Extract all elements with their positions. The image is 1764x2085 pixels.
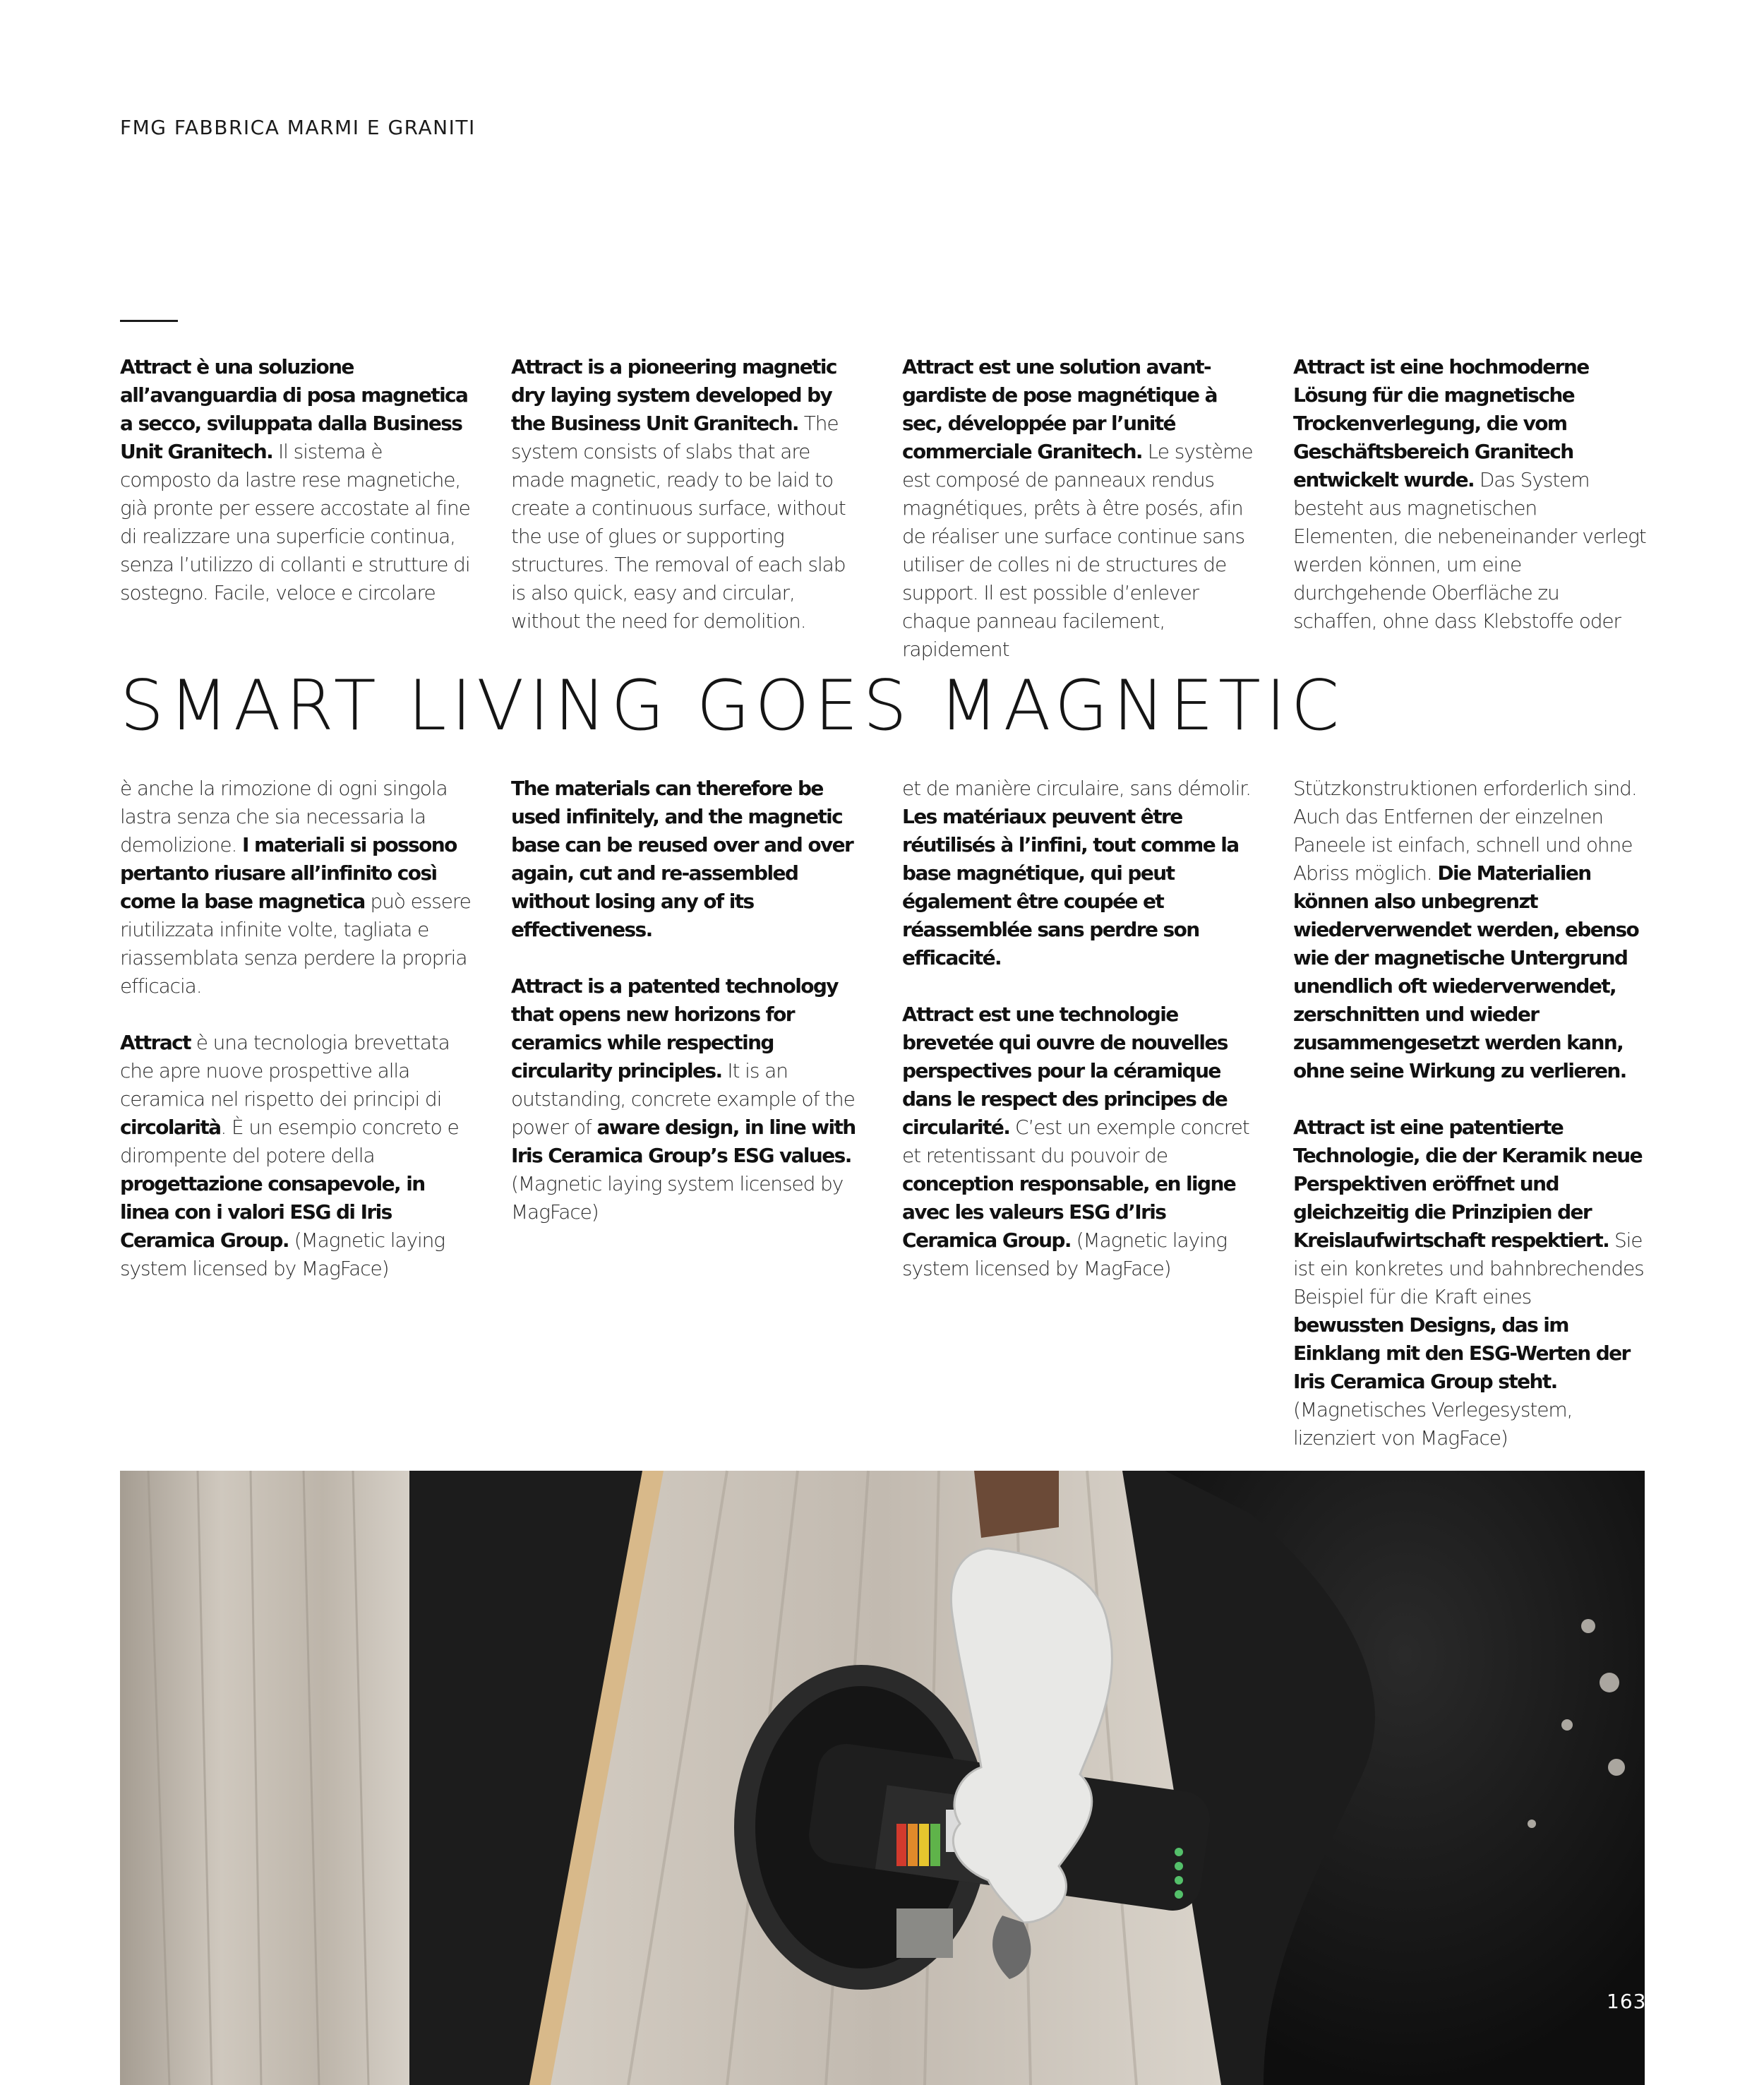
emphasis-text: I materiali si possono pertanto riusare all’infinito così come la base magnetica (120, 833, 457, 913)
page-title: SMART LIVING GOES MAGNETIC (120, 666, 1345, 746)
emphasis-text: progettazione consapevole, in linea con i valori ESG di Iris Ceramica Group. (120, 1172, 425, 1252)
emphasis-text: Attract (120, 1031, 191, 1054)
emphasis-text: Attract is a patented technology that opens new horizons for ceramics while respecting circularity principles. (511, 974, 838, 1082)
paragraph: Attract is a patented technology that opens new horizons for ceramics while respecting circularity principles. It is an outstanding, concrete example of the power of aware design, in line with Iris Ceramica Group’s ESG values. (Magnetic laying system licensed by MagFace) (511, 974, 856, 1224)
paragraph: Attract is a pioneering magnetic dry laying system developed by the Business Unit Granitech. The system consists of slabs that are made magnetic, ready to be laid to create a continuous surface, without the use of glues or supporting structures. The removal of each slab is also quick, easy and circular, without the need for demolition. (511, 355, 846, 633)
photo-illustration (120, 1471, 1645, 2085)
emphasis-text: Attract ist eine patentierte Technologie, die der Keramik neue Perspektiven eröffnet und gleichzeitig die Prinzipien der Kreislaufwirtschaft respektiert. (1293, 1116, 1642, 1252)
column-it-top (120, 353, 473, 635)
installation-photo (120, 1471, 1645, 2085)
emphasis-text: bewussten Designs, das im Einklang mit den ESG-Werten der Iris Ceramica Group steht. (1293, 1313, 1630, 1393)
column-it-bottom (120, 775, 473, 1283)
paragraph: è anche la rimozione di ogni singola lastra senza che sia necessaria la demolizione. I materiali si possono pertanto riusare all’infinito così come la base magnetica può essere riutilizzata infinite volte, tagliata e riassemblata senza perdere la propria efficacia. (120, 777, 471, 998)
paragraph: et de manière circulaire, sans démolir. Les matériaux peuvent être réutilisés à l’infini, tout comme la base magnétique, qui peut également être coupée et réassemblée sans perdre son efficacité. (902, 777, 1251, 969)
page-number: 163 (1607, 1990, 1647, 2013)
emphasis-text: aware design, in line with Iris Ceramica Group’s ESG values. (511, 1116, 856, 1167)
paragraph: Attract est une technologie brevetée qui ouvre de nouvelles perspectives pour la céramique dans le respect des principes de circularité. C’est un exemple concret et retentissant du pouvoir de conception responsable, en ligne avec les valeurs ESG d’Iris Ceramica Group. (Magnetic laying system licensed by MagFace) (902, 1003, 1249, 1280)
paragraph: Attract è una tecnologia brevettata che apre nuove prospettive alla ceramica nel rispetto dei principi di circolarità. È un esempio concreto e dirompente del potere della progettazione consapevole, in linea con i valori ESG di Iris Ceramica Group. (Magnetic laying system licensed by MagFace) (120, 1031, 459, 1280)
emphasis-text: Attract est une technologie brevetée qui ouvre de nouvelles perspectives pour la céramique dans le respect des principes de circularité. (902, 1003, 1228, 1139)
emphasis-text: Attract ist eine hochmoderne Lösung für die magnetische Trockenverlegung, die vom Geschäftsbereich Granitech entwickelt wurde. (1293, 355, 1589, 491)
publication-header: FMG FABBRICA MARMI E GRANITI (120, 116, 476, 139)
emphasis-text: Attract is a pioneering magnetic dry laying system developed by the Business Unit Granitech. (511, 355, 836, 435)
paragraph: Attract è una soluzione all’avanguardia di posa magnetica a secco, sviluppata dalla Business Unit Granitech. Il sistema è composto da lastre rese magnetiche, già pronte per essere accostate al fine di realizzare una superficie continua, senza l’utilizzo di collanti e strutture di sostegno. Facile, veloce e circolare (120, 355, 470, 604)
column-de-bottom (1293, 775, 1646, 1452)
emphasis-text: conception responsable, en ligne avec les valeurs ESG d’Iris Ceramica Group. (902, 1172, 1236, 1252)
column-fr-top (902, 353, 1255, 661)
paragraph: Attract est une solution avant-gardiste de pose magnétique à sec, développée par l’unité commerciale Granitech. Le système est composé de panneaux rendus magnétiques, prêts à être posés, afin de réaliser une surface continue sans utiliser de colles ni de structures de support. Il est possible d’enlever chaque panneau facilement, rapidement (902, 355, 1253, 661)
column-fr-bottom (902, 775, 1255, 1283)
column-en-top (511, 353, 864, 635)
emphasis-text: Attract è una soluzione all’avanguardia di posa magnetica a secco, sviluppata dalla Business Unit Granitech. (120, 355, 468, 463)
emphasis-text: The materials can therefore be used infinitely, and the magnetic base can be reused over and over again, cut and re-assembled without losing any of its effectiveness. (511, 777, 853, 941)
section-rule (120, 320, 178, 322)
column-de-top (1293, 353, 1646, 635)
paragraph: Stützkonstruktionen erforderlich sind. Auch das Entfernen der einzelnen Paneele ist einfach, schnell und ohne Abriss möglich. Die Materialien können also unbegrenzt wiederverwendet werden, ebenso wie der magnetische Untergrund unendlich oft wiederverwendet, zerschnitten und wieder zusammengesetzt werden kann, ohne seine Wirkung zu verlieren. (1293, 777, 1639, 1082)
paragraph (511, 775, 864, 944)
emphasis-text: circolarità (120, 1116, 221, 1139)
emphasis-text: Attract est une solution avant-gardiste de pose magnétique à sec, développée par l’unité commerciale Granitech. (902, 355, 1217, 463)
worker-forearm (974, 1471, 1059, 1538)
paragraph: Attract ist eine patentierte Technologie, die der Keramik neue Perspektiven eröffnet und gleichzeitig die Prinzipien der Kreislaufwirtschaft respektiert. Sie ist ein konkretes und bahnbrechendes Beispiel für die Kraft eines bewussten Designs, das im Einklang mit den ESG-Werten der Iris Ceramica Group steht. (Magnetisches Verlegesystem, lizenziert von MagFace) (1293, 1116, 1644, 1450)
emphasis-text: Die Materialien können also unbegrenzt wiederverwendet werden, ebenso wie der magnetische Untergrund unendlich oft wiederverwendet, zerschnitten und wieder zusammengesetzt werden kann, ohne seine Wirkung zu verlieren. (1293, 861, 1639, 1082)
emphasis-text: Les matériaux peuvent être réutilisés à l’infini, tout comme la base magnétique, qui peut également être coupée et réassemblée sans perdre son efficacité. (902, 805, 1239, 969)
column-en-bottom (511, 775, 864, 1226)
paragraph: Attract ist eine hochmoderne Lösung für die magnetische Trockenverlegung, die vom Geschäftsbereich Granitech entwickelt wurde. Das System besteht aus magnetischen Elementen, die nebeneinander verlegt werden können, um eine durchgehende Oberfläche zu schaffen, ohne dass Klebstoffe oder (1293, 355, 1646, 633)
